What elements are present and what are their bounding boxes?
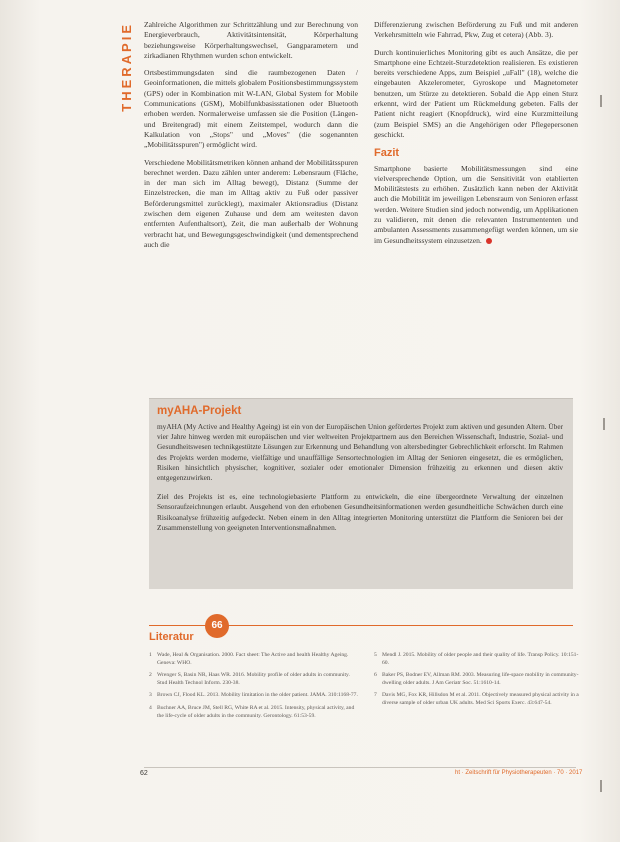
reference-item: 7 Davis MG, Fox KR, Hillsdon M et al. 2011. Objectively measured physical activity in a diverse sample of older urban UK adults. Med Sci Sports Exerc. 43:647-54. (374, 692, 579, 706)
literature-heading: Literatur (149, 631, 194, 643)
end-marker-icon (486, 238, 492, 244)
reference-item: 4 Buchner AA, Bruce JM, Stell RG, White RA et al. 2015. Intensity, physical activity, and the life-cycle of older adults in the community. Gerontology. 61:53-59. (149, 704, 355, 719)
info-box-text (157, 422, 563, 542)
reference-item: 2 Wrenger S, Basin NR, Haas WR. 2016. Mobility profile of older adults in community. Stud Health Technol Inform. 230-38. (149, 672, 350, 686)
staple-mark (603, 418, 605, 430)
fazit-paragraph (374, 164, 578, 246)
fazit-text: Smartphone basierte Mobilitätsmessungen sind eine vielversprechende Option, um die Sensitivität von etablierten Mobilitätstests zu erhöhen. Zusätzlich kann neben der Aktivität auch die Mobilität im jeweiligen Lebensraum von Senioren erfasst werden. Weitere Studien sind jedoch notwendig, um Applikationen zu validieren, mit denen die relevanten Instrumententen und ambulanten Assessments zusammengefügt werden können, um sie im Gesundheitssystem einzusetzen. (374, 163, 578, 245)
staple-mark (600, 95, 602, 107)
section-label: THERAPIE (119, 22, 134, 112)
right-column (374, 20, 578, 253)
footer-divider (144, 767, 576, 768)
paragraph: Ortsbestimmungsdaten sind die raumbezogenen Daten / Geoinformationen, die mittels globalem Positionsbestimmungssystem (GPS) oder in Kombination mit W-LAN, Global System for Mobile Communications (GSM), Mobilfunkbasisstationen oder Bluetooth erhoben werden. Normalerweise umfassen sie die Position (Längen- und Breitengrad) mit einem Zeitstempel, wodurch dann die Kalkulation von „Stops" und „Moves" (die sogenannten „Mobilitätsspuren") ermöglicht wird. (144, 68, 358, 150)
reference-item: 5 Mendl J. 2015. Mobility of older people and their quality of life. Transp Policy. 10:151-60. (374, 652, 579, 666)
paragraph: Differenzierung zwischen Beförderung zu Fuß und mit anderen Verkehrsmitteln wie Fahrrad, Pkw, Zug et cetera) (Abb. 3). (374, 20, 578, 40)
fazit-heading: Fazit (374, 147, 400, 160)
paragraph: Zahlreiche Algorithmen zur Schrittzählung und zur Berechnung von Energieverbrauch, Aktivitätsintensität, Körperhaltung beziehungsweise Körperhaltungswechsel, Gangparametern und zirkadianen Rhythmen wurden schon entwickelt. (144, 20, 358, 60)
paragraph: Durch kontinuierliches Monitoring gibt es auch Ansätze, die per Smartphone eine Echtzeit-Sturzdetektion realisieren. Es existieren bereits verschiedene Apps, zum Beispiel „uFall" (18), welche die eingebauten Akzelerometer, Gyroskope und Magnetometer benutzen, um Stürze zu detektieren. Sobald die App einen Sturz erkennt, wird der Patient um Rückmeldung gebeten. Falls der Patient nicht reagiert (Knopfdruck), wird eine Kurzmitteilung (zum Beispiel SMS) an die Angehörigen oder Pflegepersonen geschickt. (374, 47, 578, 139)
left-column (144, 20, 358, 257)
reference-item: 6 Baker PS, Bodner EV, Allman RM. 2003. Measuring life-space mobility in community-dwelling older adults. J Am Geriatr Soc. 51:1610-14. (374, 672, 579, 686)
info-box (149, 398, 573, 589)
info-box-title: myAHA-Projekt (157, 405, 242, 417)
page-number: 62 (140, 770, 148, 777)
reference-item: 1 Wade, Heal & Organisation. 2000. Fact sheet: The Active and health Healthy Ageing. Geneva: WHO. (149, 652, 349, 666)
journal-footer: ht · Zeitschrift für Physiotherapeuten · 70 · 2017 (455, 770, 583, 776)
info-box-paragraph: Ziel des Projekts ist es, eine technologiebasierte Plattform zu entwickeln, die eine übergeordnete Verwaltung der einzelnen Sensoraufzeichnungen erlaubt. Ausgehend von den erhobenen Gesundheitsinformationen werden gesundheitliche Schwächen durch eine Risikoanalyse frühzeitig aufgedeckt. Neben einem in den Alltag integrierten Monitoring unterstützt die Plattform die Senioren bei der Zusammenstellung von geeigneten Interventionsmaßnahmen. (157, 492, 563, 532)
reference-list (149, 652, 359, 725)
staple-mark (600, 780, 602, 792)
info-box-paragraph: myAHA (My Active and Healthy Ageing) ist ein von der Europäischen Union gefördertes Projekt zum aktiven und gesunden Altern. Über vier Jahre hinweg werden mit europäischen und vier weltweiten Projektpartnern aus den Bereichen Wissenschaft, Industrie, Sozial- und Gesundheitswesen technikgestützte Lösungen zur Erkennung und Behandlung von altersbedingter Gebrechlichkeit erforscht. Im Rahmen des Projekts werden moderne, vielfältige und unauffällige Sensortechnologien im Alltag der Senioren eingesetzt, die es ermöglichen, Risiken hinsichtlich physischer, kognitiver, sozialer oder emotionaler Dimension frühzeitig zu erkennen und diesen aktiv entgegenzuwirken. (157, 422, 563, 483)
paragraph: Verschiedene Mobilitätsmetriken können anhand der Mobilitätsspuren berechnet werden. Dazu zählen unter anderem: Lebensraum (Fläche, in der man sich im Alltag bewegt), Distanz (Summe der Einzelstrecken, die man im Alltag aktiv zu Fuß oder passiver Beförderungsmittel zurücklegt), maximaler Aktionsradius (Distanz zwischen dem eigenen Zuhause und dem am weitesten davon entfernten Aufenthaltsort), Zeit, die man außerhalb der Wohnung verbracht hat, und Bewegungsgeschwindigkeit (und dementsprechend auch die (144, 157, 358, 249)
page-badge: 66 (205, 614, 229, 638)
reference-item: 3 Brown CJ, Flood KL. 2013. Mobility limitation in the older patient. JAMA. 310:1168-77. (149, 692, 358, 699)
reference-list (374, 652, 584, 713)
